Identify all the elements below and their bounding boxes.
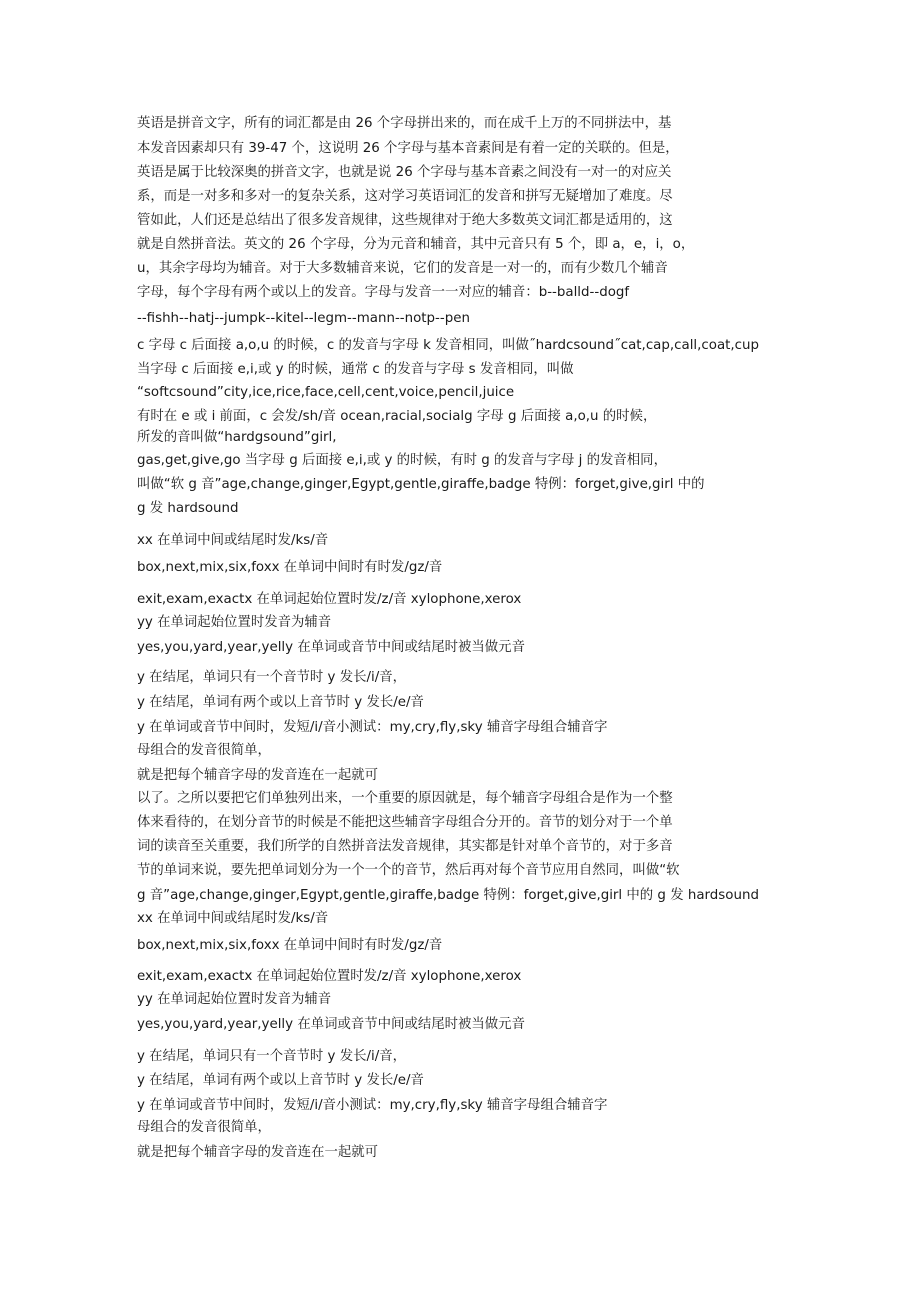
text-line: box,next,mix,six,foxx 在单词中间时有时发/gz/音: [137, 560, 443, 575]
text-line: 就是把每个辅音字母的发音连在一起就可: [137, 768, 379, 783]
text-line: xx 在单词中间或结尾时发/ks/音: [137, 911, 329, 926]
text-line: 节的单词来说，要先把单词划分为一个一个的音节，然后再对每个音节应用自然同，叫做“软: [137, 863, 680, 878]
text-line: y 在单词或音节中间时，发短/i/音小测试：my,cry,fly,sky 辅音字母组合辅音字: [137, 1098, 608, 1113]
text-line: 当字母 c 后面接 e,i,或 y 的时候，通常 c 的发音与字母 s 发音相同，叫做: [137, 362, 574, 377]
text-line: 英语是拼音文字，所有的词汇都是由 26 个字母拼出来的，而在成千上万的不同拼法中，基: [137, 116, 672, 131]
text-line: gas,get,give,go 当字母 g 后面接 e,i,或 y 的时候，有时 g 的发音与字母 j 的发音相同，: [137, 453, 667, 468]
text-line: u，其余字母均为辅音。对于大多数辅音来说，它们的发音是一对一的，而有少数几个辅音: [137, 261, 668, 276]
text-line: 叫做“软 g 音”age,change,ginger,Egypt,gentle,giraffe,badge 特例：forget,give,girl 中的: [137, 477, 705, 492]
text-line: box,next,mix,six,foxx 在单词中间时有时发/gz/音: [137, 938, 443, 953]
text-line: yy 在单词起始位置时发音为辅音: [137, 992, 332, 1007]
text-line: yes,you,yard,year,yelly 在单词或音节中间或结尾时被当做元音: [137, 1017, 525, 1032]
text-line: 字母，每个字母有两个或以上的发音。字母与发音一一对应的辅音：b--balld--dogf: [137, 285, 630, 300]
text-line: y 在单词或音节中间时，发短/i/音小测试：my,cry,fly,sky 辅音字母组合辅音字: [137, 720, 608, 735]
text-line: g 发 hardsound: [137, 501, 239, 516]
text-line: yy 在单词起始位置时发音为辅音: [137, 615, 332, 630]
text-line: 所发的音叫做“hardgsound”girl,: [137, 430, 337, 445]
text-line: y 在结尾，单词只有一个音节时 y 发长/i/音，: [137, 670, 407, 685]
text-line: 词的读音至关重要，我们所学的自然拼音法发音规律，其实都是针对单个音节的，对于多音: [137, 839, 673, 854]
text-line: exit,exam,exactx 在单词起始位置时发/z/音 xylophone,xerox: [137, 969, 522, 984]
text-line: c 字母 c 后面接 a,o,u 的时候，c 的发音与字母 k 发音相同，叫做˝hardcsound˝cat,cap,call,coat,cup: [137, 338, 760, 353]
text-line: 就是把每个辅音字母的发音连在一起就可: [137, 1145, 379, 1160]
text-line: y 在结尾，单词有两个或以上音节时 y 发长/e/音: [137, 695, 424, 710]
text-line: 本发音因素却只有 39-47 个，这说明 26 个字母与基本音素间是有着一定的关联的。但是，: [137, 141, 679, 156]
text-line: 以了。之所以要把它们单独列出来，一个重要的原因就是，每个辅音字母组合是作为一个整: [137, 791, 673, 806]
text-line: y 在结尾，单词有两个或以上音节时 y 发长/e/音: [137, 1073, 424, 1088]
text-line: 母组合的发音很简单，: [137, 743, 271, 758]
text-line: 母组合的发音很简单，: [137, 1120, 271, 1135]
text-line: y 在结尾，单词只有一个音节时 y 发长/i/音，: [137, 1049, 407, 1064]
text-line: “softcsound”city,ice,rice,face,cell,cent,voice,pencil,juice: [137, 385, 515, 400]
text-line: --fishh--hatj--jumpk--kitel--legm--mann--notp--pen: [137, 311, 470, 326]
text-line: 系，而是一对多和多对一的复杂关系，这对学习英语词汇的发音和拼写无疑增加了难度。尽: [137, 189, 673, 204]
text-line: g 音”age,change,ginger,Egypt,gentle,giraffe,badge 特例：forget,give,girl 中的 g 发 hardsound: [137, 888, 759, 903]
text-line: 体来看待的，在划分音节的时候是不能把这些辅音字母组合分开的。音节的划分对于一个单: [137, 815, 673, 830]
text-line: xx 在单词中间或结尾时发/ks/音: [137, 533, 329, 548]
text-line: 管如此，人们还是总结出了很多发音规律，这些规律对于绝大多数英文词汇都是适用的，这: [137, 213, 673, 228]
text-line: exit,exam,exactx 在单词起始位置时发/z/音 xylophone,xerox: [137, 592, 522, 607]
text-line: yes,you,yard,year,yelly 在单词或音节中间或结尾时被当做元音: [137, 640, 525, 655]
text-line: 有时在 e 或 i 前面，c 会发/sh/音 ocean,racial,socialg 字母 g 后面接 a,o,u 的时候，: [137, 409, 657, 424]
text-line: 就是自然拼音法。英文的 26 个字母，分为元音和辅音，其中元音只有 5 个，即 a，e，i，o，: [137, 237, 695, 252]
text-line: 英语是属于比较深奥的拼音文字，也就是说 26 个字母与基本音素之间没有一对一的对应关: [137, 165, 672, 180]
